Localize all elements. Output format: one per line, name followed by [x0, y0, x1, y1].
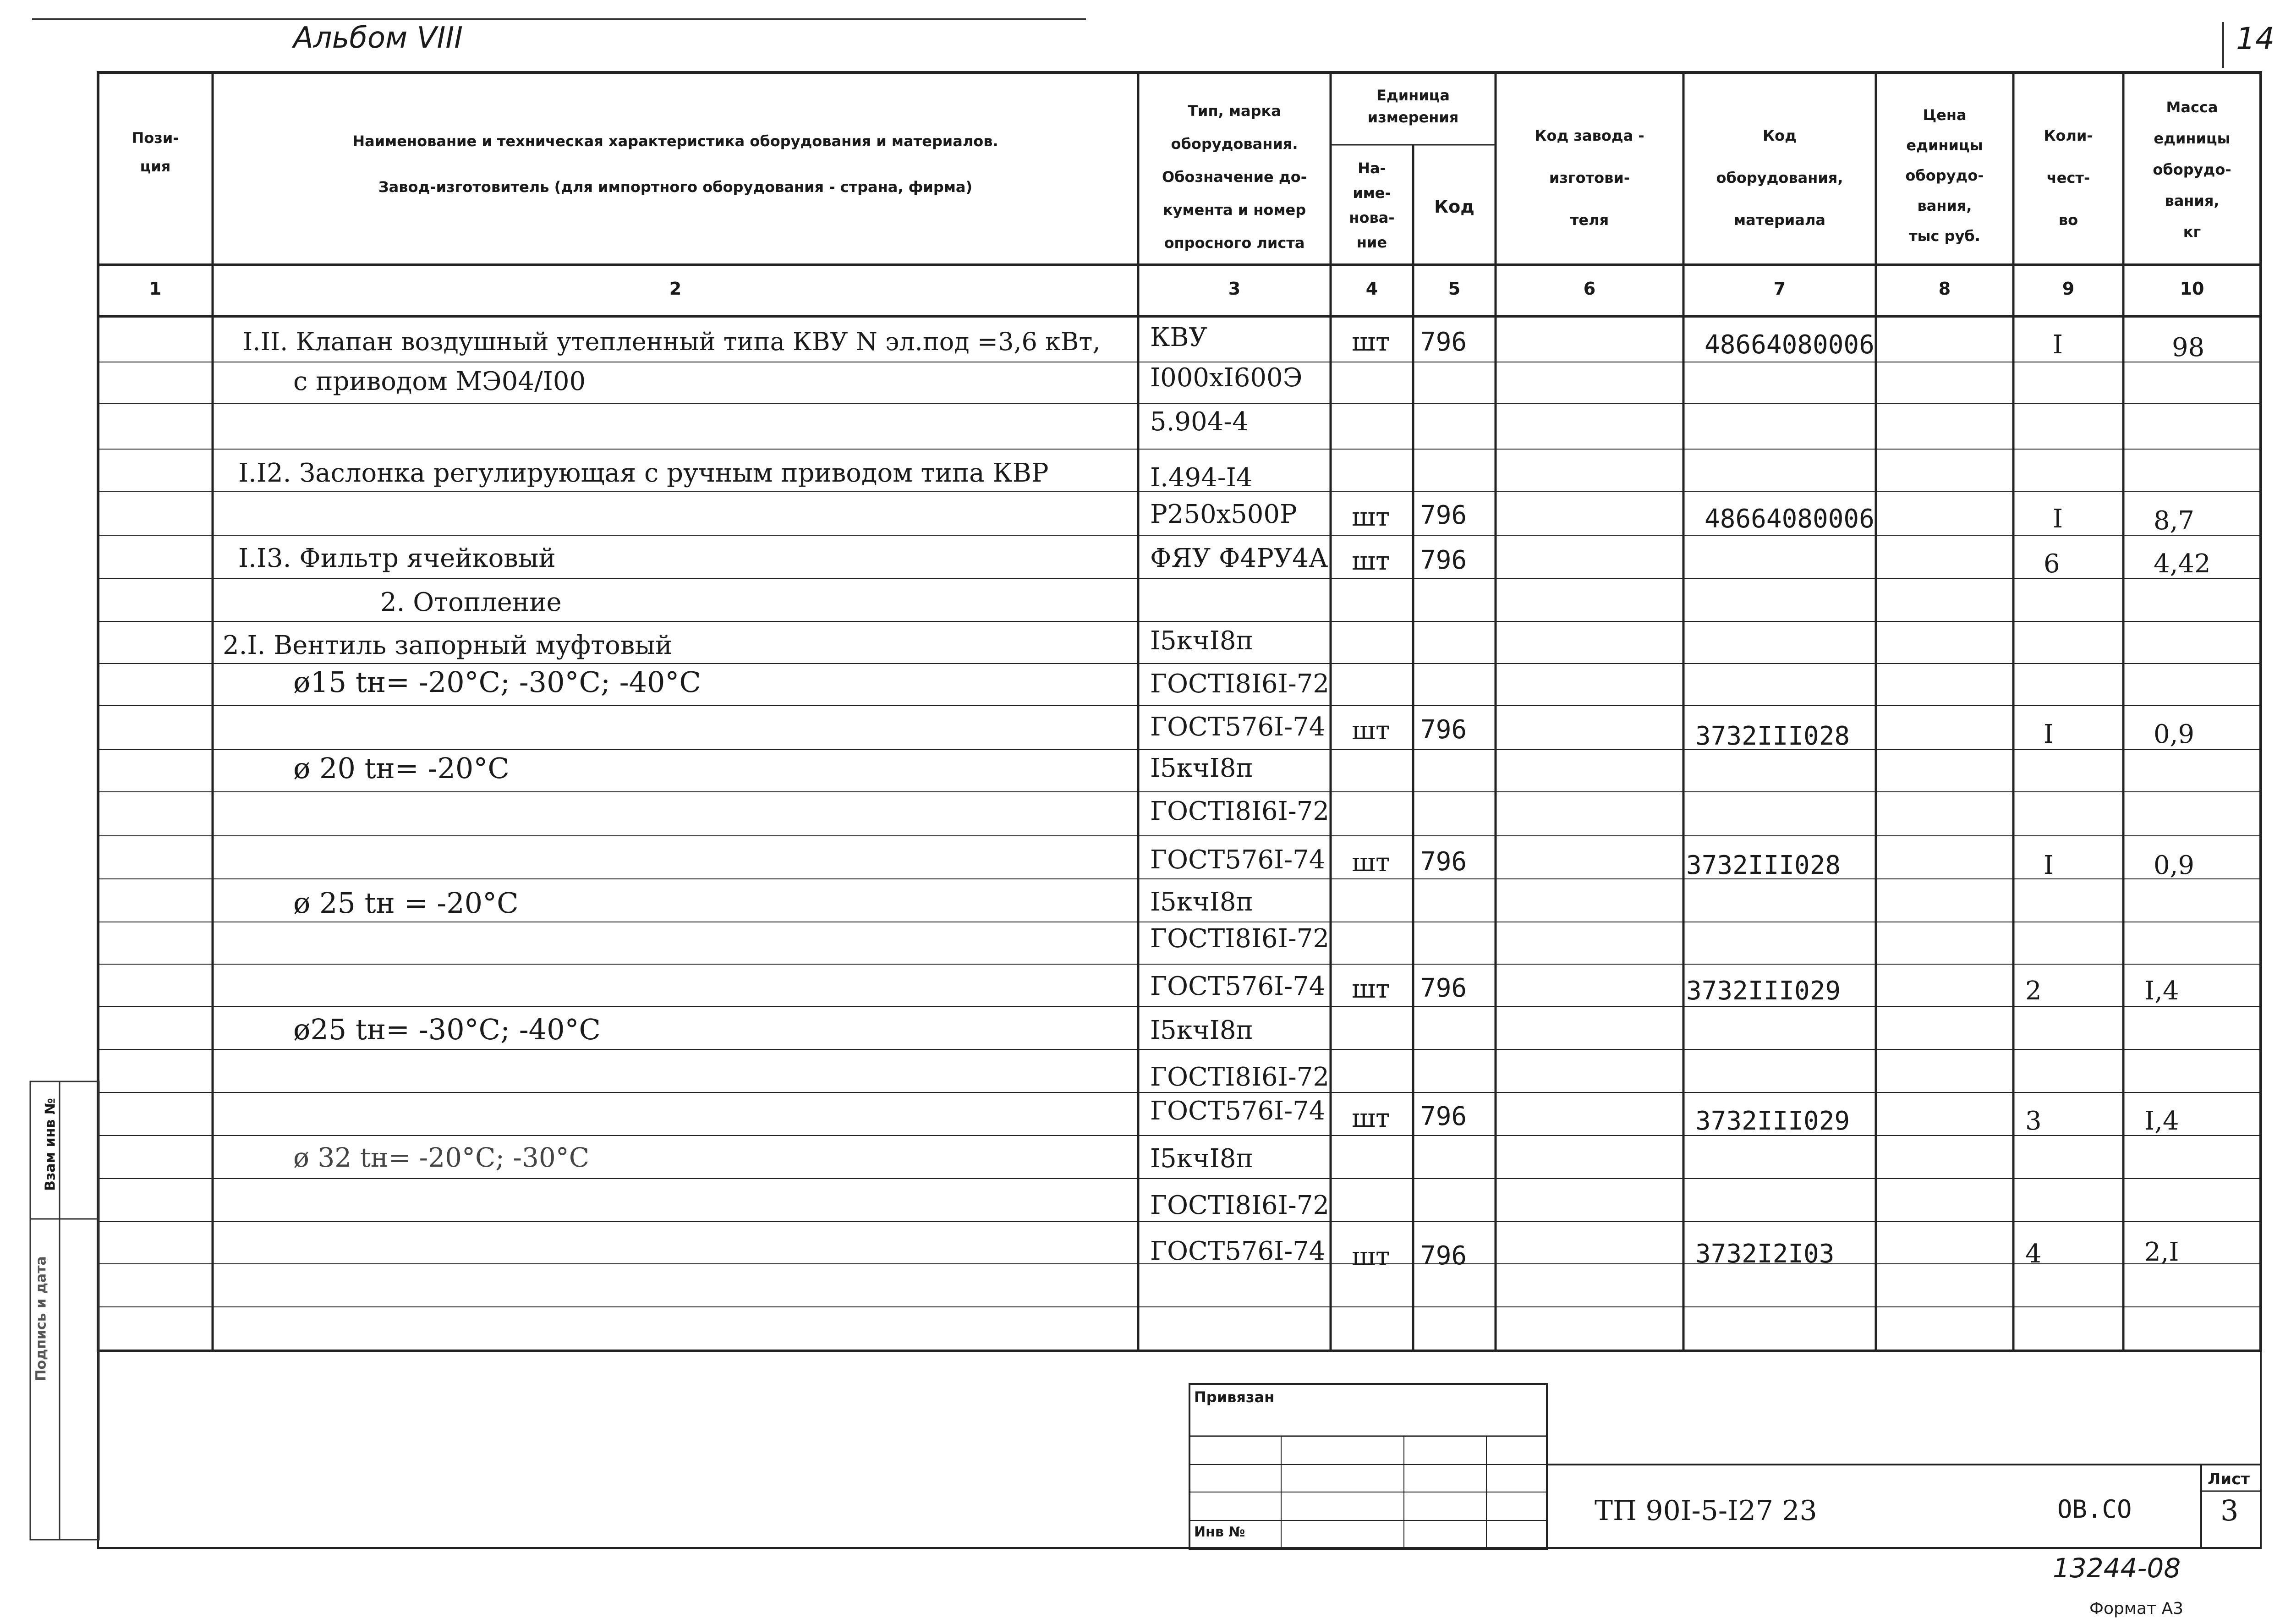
header-type: Тип, марка оборудования. Обозначение до- кумента и номер опросного листа	[1162, 102, 1307, 252]
row-name: с приводом МЭ04/I00	[293, 367, 586, 396]
row-type: I5кчI8п	[1150, 1015, 1253, 1045]
row-mass: I,4	[2144, 976, 2179, 1006]
row-mass: 4,42	[2154, 549, 2211, 579]
row-type: I5кчI8п	[1150, 753, 1253, 783]
stamp-document-code: ТП 90I-5-I27 23	[1595, 1495, 1817, 1527]
row-type: ГОСТ576I-74	[1150, 1096, 1326, 1126]
header-mass: Масса единицы оборудо- вания, кг	[2153, 99, 2231, 241]
row-type: I5кчI8п	[1150, 626, 1253, 656]
header-unit-code: Код	[1434, 197, 1474, 217]
stamp-sheet-label: Лист	[2208, 1470, 2250, 1488]
col-number-3: 3	[1228, 279, 1241, 299]
row-unit: шт	[1352, 974, 1390, 1004]
row-unit: шт	[1352, 716, 1390, 746]
row-unit-code: 796	[1420, 545, 1467, 575]
row-type: I000хI600Э	[1150, 363, 1303, 393]
row-material-code: 48664080006	[1705, 504, 1874, 534]
row-material-code: 48664080006	[1705, 330, 1874, 360]
sheet-corner-number: 14	[2236, 21, 2275, 56]
row-type: ГОСТI8I6I-72	[1150, 796, 1329, 826]
row-unit: шт	[1352, 1242, 1390, 1272]
row-mass: 98	[2172, 333, 2205, 362]
row-unit-code: 796	[1420, 327, 1467, 357]
row-type: 5.904-4	[1150, 407, 1249, 437]
row-type: Р250х500Р	[1150, 499, 1297, 529]
header-unit-name: На- име- нова- ние	[1349, 159, 1395, 251]
row-quantity: 6	[2044, 549, 2060, 579]
stamp-privyazan: Привязан	[1194, 1388, 1275, 1406]
side-label-podpis-data: Подпись и дата	[33, 1256, 49, 1381]
row-name: ø 25 tн = -20°C	[293, 886, 519, 920]
row-name: I.II. Клапан воздушный утепленный типа КВУ N эл.под =3,6 кВт,	[243, 327, 1101, 356]
header-unit-group: Единица измерения	[1367, 87, 1459, 126]
row-name: ø 20 tн= -20°C	[293, 752, 510, 785]
col-number-9: 9	[2062, 279, 2075, 299]
col-number-2: 2	[669, 279, 682, 299]
col-number-8: 8	[1938, 279, 1951, 299]
row-material-code: 3732III028	[1695, 721, 1850, 751]
row-material-code: 3732III029	[1686, 976, 1841, 1006]
col-number-10: 10	[2180, 279, 2204, 299]
row-quantity: 3	[2025, 1106, 2042, 1136]
row-unit: шт	[1352, 502, 1390, 532]
row-name: ø 32 tн= -20°C; -30°C	[293, 1142, 590, 1173]
row-unit: шт	[1352, 546, 1390, 576]
header-name: Наименование и техническая характеристика оборудования и материалов. Завод-изготовитель (для импортного оборудования - страна, фирма)	[352, 132, 998, 196]
row-unit: шт	[1352, 327, 1390, 357]
col-number-6: 6	[1583, 279, 1596, 299]
row-unit-code: 796	[1420, 847, 1467, 877]
row-unit: шт	[1352, 848, 1390, 878]
sheet-format: Формат А3	[2089, 1599, 2184, 1618]
row-mass: 0,9	[2154, 719, 2195, 749]
row-quantity: 4	[2025, 1239, 2042, 1269]
stamp-sheet-number: 3	[2220, 1494, 2239, 1527]
header-material-code: Код оборудования, материала	[1716, 127, 1843, 229]
row-unit-code: 796	[1420, 715, 1467, 745]
row-mass: 8,7	[2154, 506, 2195, 536]
album-title: Альбом VIII	[293, 21, 463, 55]
row-quantity: I	[2044, 850, 2054, 880]
row-name: ø25 tн= -30°C; -40°C	[293, 1013, 601, 1046]
row-name: 2.I. Вентиль запорный муфтовый	[223, 631, 673, 660]
row-type: I5кчI8п	[1150, 1144, 1253, 1174]
row-name: ø15 tн= -20°C; -30°C; -40°C	[293, 665, 701, 699]
col-number-4: 4	[1365, 279, 1378, 299]
header-factory-code: Код завода - изготови- теля	[1535, 127, 1644, 229]
row-type: I.494-I4	[1150, 463, 1253, 493]
row-mass: I,4	[2144, 1106, 2179, 1136]
row-type: ГОСТ576I-74	[1150, 1236, 1326, 1266]
row-unit-code: 796	[1420, 500, 1467, 530]
row-type: ГОСТ576I-74	[1150, 845, 1326, 875]
stamp-section-code: ОВ.СО	[2057, 1495, 2132, 1524]
row-type: ГОСТI8I6I-72	[1150, 1062, 1329, 1092]
row-type: ГОСТI8I6I-72	[1150, 1191, 1329, 1220]
section-heading: 2. Отопление	[380, 587, 562, 617]
row-unit-code: 796	[1420, 1102, 1467, 1131]
row-unit: шт	[1352, 1103, 1390, 1133]
side-label-vzam-inv: Взам инв №	[42, 1098, 59, 1191]
row-mass: 2,I	[2144, 1237, 2179, 1267]
row-type: ГОСТ576I-74	[1150, 712, 1326, 742]
row-name: I.I2. Заслонка регулирующая с ручным приводом типа КВР	[238, 458, 1049, 488]
row-quantity: I	[2053, 504, 2063, 534]
row-type: КВУ	[1150, 323, 1207, 352]
row-quantity: 2	[2025, 976, 2042, 1006]
row-type: ФЯУ Ф4РУ4А	[1150, 543, 1328, 573]
header-quantity: Коли- чест- во	[2044, 127, 2093, 229]
row-unit-code: 796	[1420, 1241, 1467, 1271]
row-name: I.I3. Фильтр ячейковый	[238, 543, 556, 573]
row-quantity: I	[2053, 330, 2063, 360]
row-material-code: 3732III028	[1686, 850, 1841, 880]
col-number-5: 5	[1448, 279, 1461, 299]
row-type: ГОСТ576I-74	[1150, 971, 1326, 1001]
row-unit-code: 796	[1420, 973, 1467, 1003]
row-type: ГОСТI8I6I-72	[1150, 669, 1329, 699]
row-type: I5кчI8п	[1150, 887, 1253, 917]
col-number-7: 7	[1773, 279, 1786, 299]
header-unit-price: Цена единицы оборудо- вания, тыс руб.	[1905, 106, 1984, 245]
stamp-inv-number: Инв №	[1194, 1524, 1245, 1540]
archive-number: 13244-08	[2053, 1553, 2181, 1584]
row-quantity: I	[2044, 719, 2054, 749]
row-material-code: 3732III029	[1695, 1106, 1850, 1136]
col-number-1: 1	[149, 279, 162, 299]
row-type: ГОСТI8I6I-72	[1150, 924, 1329, 954]
row-material-code: 3732I2I03	[1695, 1239, 1835, 1269]
header-position: Пози- ция	[132, 129, 179, 175]
row-mass: 0,9	[2154, 850, 2195, 880]
